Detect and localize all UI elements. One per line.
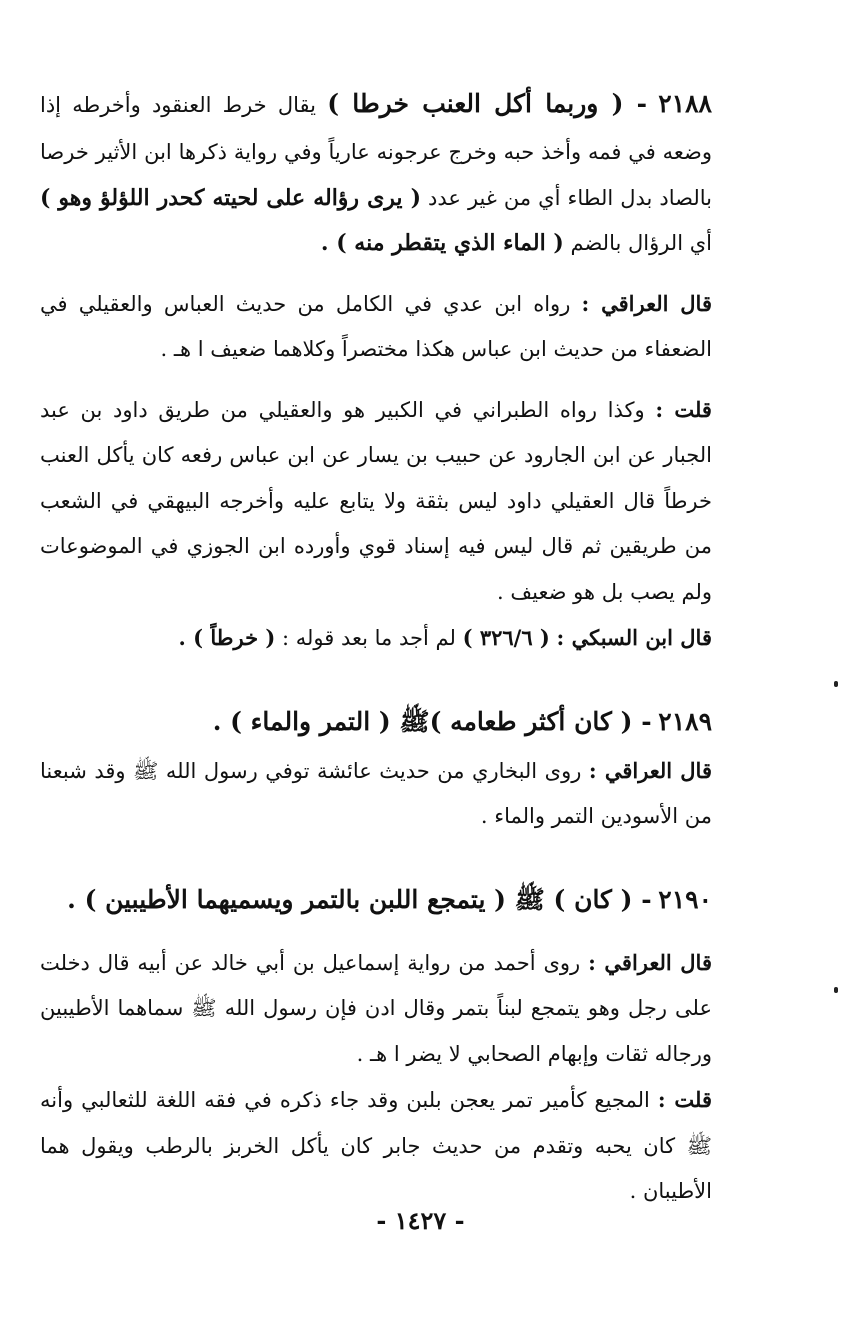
note-label: قال العراقي : xyxy=(588,757,712,783)
entry-2189: ٢١٨٩ - ( كان أكثر طعامه )ﷺ ( التمر والماء ) . xyxy=(212,706,712,736)
entry-quote: ( الماء الذي يتقطر منه ) . xyxy=(320,230,564,256)
note-label: قال العراقي : xyxy=(588,949,712,975)
entry-2190: ٢١٩٠ - ( كان ) ﷺ ( يتمجع اللبن بالتمر ويسميهما الأطيبين ) . xyxy=(67,884,712,914)
entry-text: أي الرؤال بالضم xyxy=(570,231,712,255)
entry-title: ( كان ) ﷺ ( يتمجع اللبن بالتمر ويسميهما الأطيبين ) . xyxy=(67,884,633,914)
page-number: - ١٤٢٧ - xyxy=(376,1206,465,1235)
entry-text: يقال خرط العنقود وأخرطه إذا وضعه في فمه وأخذ حبه وخرج عرجونه عارياً وفي رواية ذكرها ابن الأثير خرصا بالصاد بدل الطاء أي من غير عدد xyxy=(40,93,712,210)
note-iraqi-1 xyxy=(40,281,712,373)
note-qultu-2 xyxy=(40,1077,712,1215)
entry-quote: ( يرى رؤاله على لحيته كحدر اللؤلؤ وهو ) xyxy=(40,184,421,211)
entry-title: ( وربما أكل العنب خرطا ) xyxy=(327,89,624,118)
margin-mark xyxy=(834,681,838,687)
page-body xyxy=(40,78,712,1215)
note-text: رواه ابن عدي في الكامل من حديث العباس والعقيلي في الضعفاء من حديث ابن عباس هكذا مختصراً وكلاهما ضعيف ا هـ . xyxy=(40,291,712,361)
note-text: روى البخاري من حديث عائشة توفي رسول الله ﷺ وقد شبعنا من الأسودين التمر والماء . xyxy=(40,758,712,828)
note-label: قلت : xyxy=(655,396,712,422)
note-text: المجيع كأمير تمر يعجن بلبن وقد جاء ذكره في فقه اللغة للثعالبي وأنه ﷺ كان يحبه وتقدم من حديث جابر كان يأكل الخربز بالرطب ويقول هما الأطيبان . xyxy=(40,1088,712,1203)
note-subki xyxy=(40,615,712,662)
note-reference: ( ٣٢٦/٦ ) xyxy=(462,625,550,650)
note-label: قال ابن السبكي : xyxy=(556,625,712,650)
entry-title: ( كان أكثر طعامه )ﷺ ( التمر والماء ) . xyxy=(212,706,633,736)
note-text: لم أجد ما بعد قوله : xyxy=(282,626,456,650)
note-label: قال العراقي : xyxy=(581,290,712,316)
note-label: قلت : xyxy=(657,1087,712,1112)
entry-number: ٢١٨٩ xyxy=(658,706,712,736)
entry-number: ٢١٨٨ xyxy=(658,89,712,118)
note-quote: ( خرطاً ) . xyxy=(178,625,276,650)
note-iraqi-2 xyxy=(40,748,712,840)
note-text: روى أحمد من رواية إسماعيل بن أبي خالد عن أبيه قال دخلت على رجل وهو يتمجع لبناً بتمر وقال ادن فإن رسول الله ﷺ سماهما الأطيبين ورجاله ثقات وإبهام الصحابي لا يضر ا هـ . xyxy=(40,950,712,1066)
entry-number: ٢١٩٠ xyxy=(658,884,712,914)
margin-mark xyxy=(834,987,838,993)
entry-2188: ٢١٨٨ - ( وربما أكل العنب خرطا ) يقال خرط العنقود وأخرطه إذا وضعه في فمه وأخذ حبه وخرج عرجونه عارياً وفي رواية ذكرها ابن الأثير خرصا بالصاد بدل الطاء أي من غير عدد ( يرى رؤاله على لحيته كحدر اللؤلؤ وهو ) أي الرؤال بالضم ( الماء الذي يتقطر منه ) . xyxy=(40,89,712,256)
note-qultu-1 xyxy=(40,387,712,616)
note-iraqi-3 xyxy=(40,940,712,1078)
note-text: وكذا رواه الطبراني في الكبير هو والعقيلي من طريق داود بن عبد الجبار عن ابن الجارود عن حبيب بن يسار عن ابن عباس رفعه كان يأكل العنب خرطاً قال العقيلي داود ليس بثقة ولا يتابع عليه وأخرجه البيهقي في الشعب من طريقين ثم قال ليس فيه إسناد قوي وأورده ابن الجوزي في الموضوعات ولم يصب بل هو ضعيف . xyxy=(40,397,712,604)
